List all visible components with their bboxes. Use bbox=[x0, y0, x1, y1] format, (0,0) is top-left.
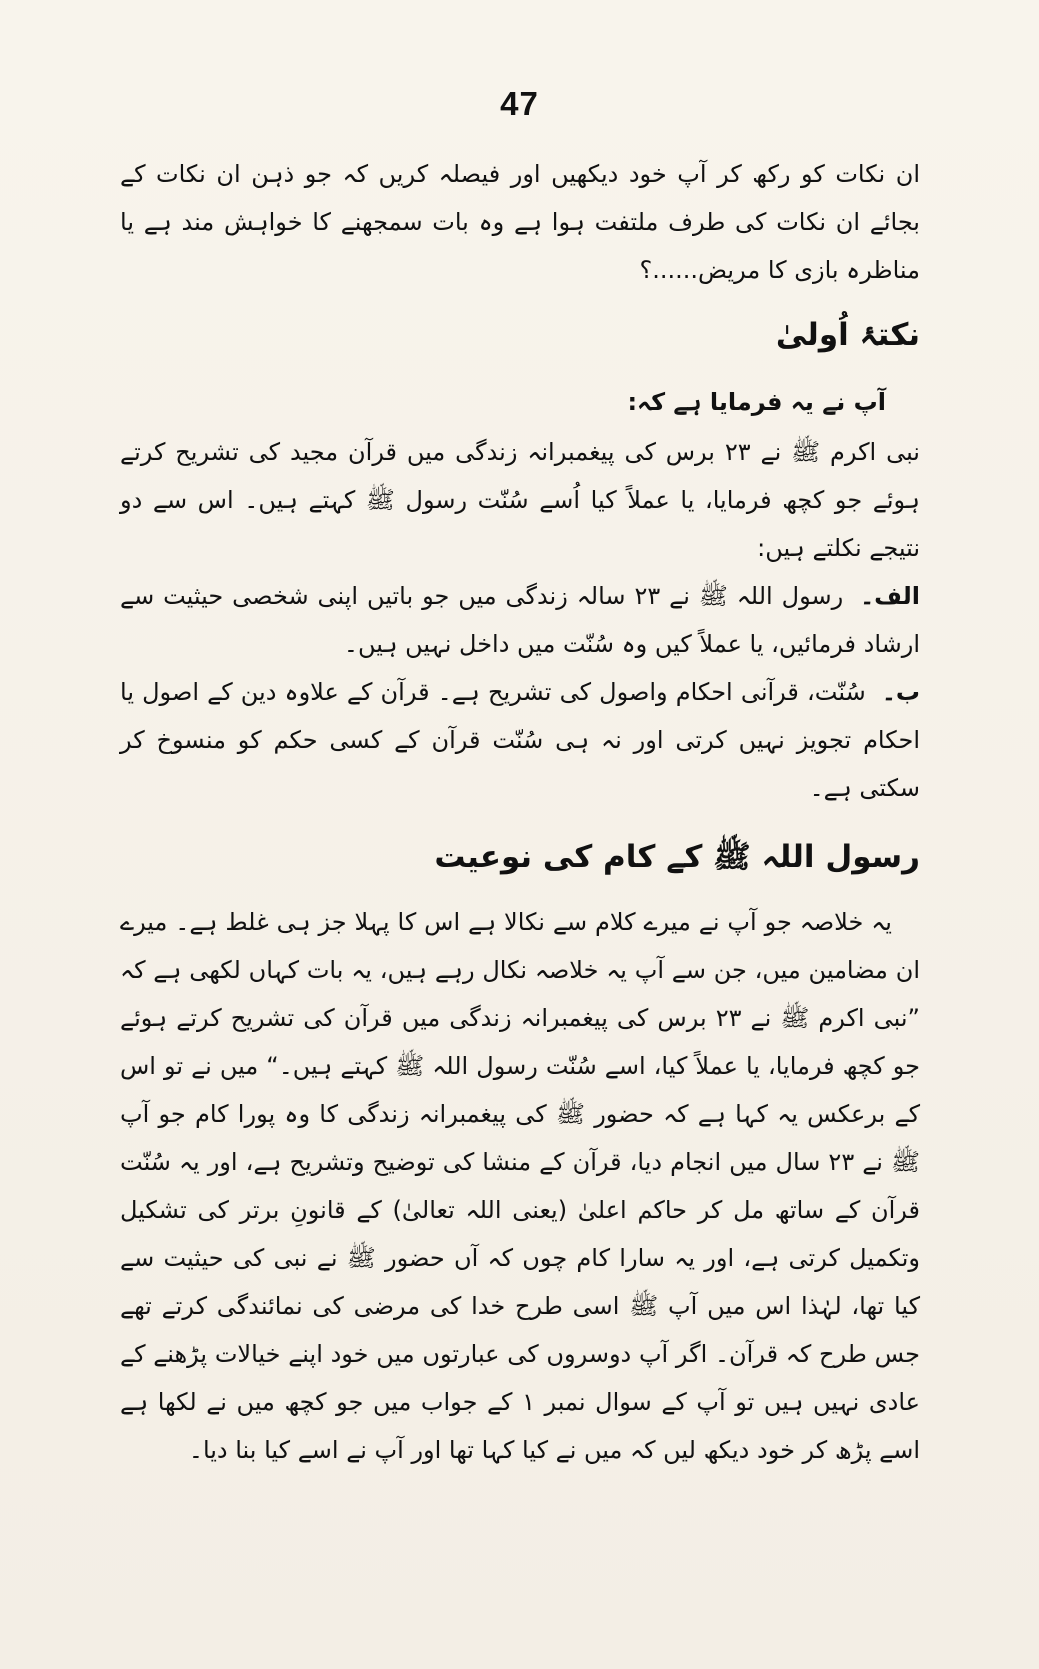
section-heading-first-point: نکتۂ اُولیٰ bbox=[775, 317, 920, 353]
list-item-text: رسول اللہ ﷺ نے ۲۳ سالہ زندگی میں جو باتیں اپنی شخصی حیثیت سے ارشاد فرمائیں، یا عملاً کیں وہ سُنّت میں داخل نہیں ہیں۔ bbox=[120, 582, 920, 658]
list-item bbox=[120, 668, 920, 812]
opening-paragraph: ان نکات کو رکھ کر آپ خود دیکھیں اور فیصلہ کریں کہ جو ذہن ان نکات کے بجائے ان نکات کی طرف ملتفت ہوا ہے وہ بات سمجھنے کا خواہش مند ہے یا مناظرہ بازی کا مریض......؟ bbox=[120, 160, 920, 284]
list-item-label: ب۔ bbox=[881, 678, 921, 706]
list-item bbox=[120, 572, 920, 668]
page-content bbox=[120, 150, 920, 1474]
section-one-intro: آپ نے یہ فرمایا ہے کہ: bbox=[627, 388, 886, 416]
list-item-label: الف۔ bbox=[860, 582, 920, 610]
section-heading-nature-of-work: رسول اللہ ﷺ کے کام کی نوعیت bbox=[434, 839, 920, 875]
section-one-quote: نبی اکرم ﷺ نے ۲۳ برس کی پیغمبرانہ زندگی میں قرآن مجید کی تشریح کرتے ہوئے جو کچھ فرمایا، یا عملاً کیا اُسے سُنّت رسول ﷺ کہتے ہیں۔ اس سے دو نتیجے نکلتے ہیں: bbox=[120, 438, 920, 562]
section-two-body: یہ خلاصہ جو آپ نے میرے کلام سے نکالا ہے اس کا پہلا جز ہی غلط ہے۔ میرے ان مضامین میں، جن سے آپ یہ خلاصہ نکال رہے ہیں، یہ بات کہاں لکھی ہے کہ ”نبی اکرم ﷺ نے ۲۳ برس کی پیغمبرانہ زندگی میں قرآن کی تشریح کرتے ہوئے جو کچھ فرمایا، یا عملاً کیا، اسے سُنّت رسول اللہ ﷺ کہتے ہیں۔“ میں نے تو اس کے برعکس یہ کہا ہے کہ حضور ﷺ کی پیغمبرانہ زندگی کا وہ پورا کام جو آپ ﷺ نے ۲۳ سال میں انجام دیا، قرآن کے منشا کی توضیح وتشریح ہے، اور یہ سُنّت قرآن کے ساتھ مل کر حاکم اعلیٰ (یعنی اللہ تعالیٰ) کے قانونِ برتر کی تشکیل وتکمیل کرتی ہے، اور یہ سارا کام چوں کہ آں حضور ﷺ نے نبی کی حیثیت سے کیا تھا، لہٰذا اس میں آپ ﷺ اسی طرح خدا کی مرضی کی نمائندگی کرتے تھے جس طرح کہ قرآن۔ اگر آپ دوسروں کی عبارتوں میں خود اپنے خیالات پڑھنے کے عادی نہیں ہیں تو آپ کے سوال نمبر ۱ کے جواب میں جو کچھ میں نے لکھا ہے اسے پڑھ کر خود دیکھ لیں کہ میں نے کیا کہا تھا اور آپ نے اسے کیا بنا دیا۔ bbox=[120, 908, 920, 1464]
page-number: 47 bbox=[500, 85, 539, 122]
list-item-text: سُنّت، قرآنی احکام واصول کی تشریح ہے۔ قرآن کے علاوہ دین کے اصول یا احکام تجویز نہیں کرتی اور نہ ہی سُنّت قرآن کے کسی حکم کو منسوخ کر سکتی ہے۔ bbox=[120, 678, 920, 802]
